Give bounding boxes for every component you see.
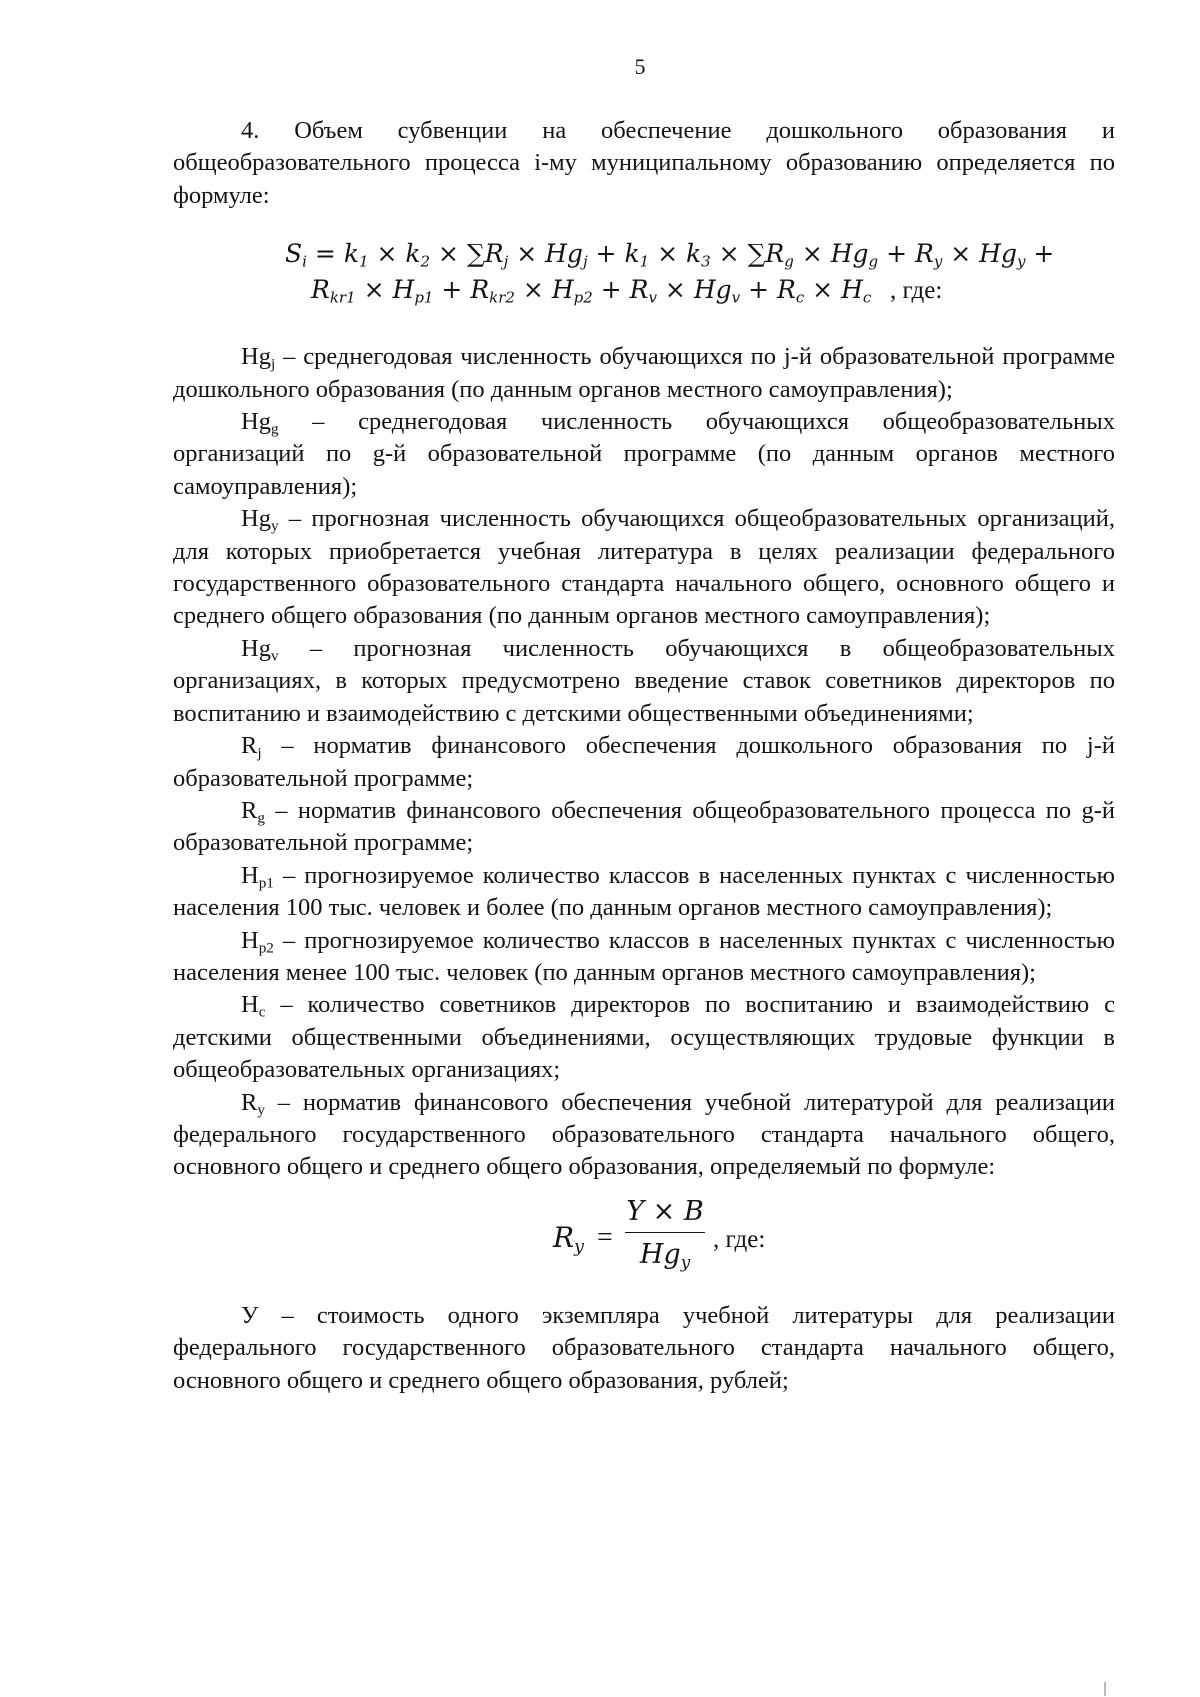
formula-main-line-1: $S_i = k_1 \times k_2 \times \sum R_j \times Hg_j + k_1 \times k_3 \times \sum R_g \times Hg_g + R_y \times Hg_y$ + [285, 239, 1055, 271]
scan-mark [1104, 1682, 1106, 1696]
definition-symbol: $Hg_y$ [241, 505, 279, 535]
formula-ry-equals: = [597, 1221, 613, 1253]
definition-symbol: У [241, 1301, 259, 1329]
formula-main-line-2: $R_{kr1} \times H_{p1} + R_{kr2} \times H_{p2} + R_v \times Hg_v + R_c \times H_c$ , где: [311, 275, 943, 307]
definition-text: – прогнозируемое количество классов в населенных пунктах с численностью населения 100 тыс. человек и более (по данным органов местного самоуправления); [173, 861, 1115, 922]
fraction-bar [625, 1232, 705, 1233]
intro-paragraph: 4. Объем субвенции на обеспечение дошкольного образования и общеобразовательного процесса i-му муниципальному образованию определяется по формуле: [173, 117, 1115, 209]
definition-text: – норматив финансового обеспечения учебной литературой для реализации федерального государственного образовательного стандарта начального общего, основного общего и среднего общего образования, определяемый по формуле: [173, 1088, 1115, 1181]
definition-item [173, 633, 1115, 730]
formula-where-label: , где: [871, 277, 943, 305]
definition-symbol: $H_{p2}$ [241, 926, 274, 957]
formula-ry-lhs: $R_y$ [553, 1220, 584, 1257]
definition-symbol: $R_j$ [241, 732, 262, 762]
definition-item [173, 860, 1115, 925]
formula-ry-denominator: $Hg_y$ [639, 1238, 691, 1272]
definition-text: – среднегодовая численность обучающихся по j-й образовательной программе дошкольного образования (по данным органов местного самоуправления); [173, 343, 1115, 403]
definition-item [173, 925, 1115, 990]
definition-text: – норматив финансового обеспечения дошкольного образования по j-й образовательной программе; [173, 732, 1115, 792]
definition-text: – количество советников директоров по воспитанию и взаимодействию с детскими общественными объединениями, осуществляющих трудовые функции в общеобразовательных организациях; [173, 991, 1115, 1084]
definition-item [173, 989, 1115, 1086]
definition-text: – стоимость одного экземпляра учебной литературы для реализации федерального государственного образовательного стандарта начального общего, основного общего и среднего общего образования, рублей; [173, 1301, 1115, 1394]
definition-symbol: $H_{p1}$ [241, 861, 274, 892]
definition-symbol: $Hg_g$ [241, 408, 279, 438]
definition-item [173, 730, 1115, 795]
definition-item [173, 341, 1115, 406]
formula-ry-fraction [625, 1194, 705, 1273]
definition-item [173, 1087, 1115, 1184]
definition-symbol: $Hg_j$ [241, 343, 276, 373]
definitions-list [173, 341, 1115, 1184]
formula-ry [553, 1194, 1115, 1282]
definition-y [173, 1300, 1115, 1397]
definition-symbol: $R_g$ [241, 796, 265, 827]
formula-ry-numerator: Y × B [626, 1195, 704, 1227]
definition-symbol: $H_c$ [241, 991, 266, 1021]
definition-text: – прогнозируемое количество классов в населенных пунктах с численностью населения менее 100 тыс. человек (по данным органов местного самоуправления); [173, 926, 1115, 986]
definition-item [173, 795, 1115, 860]
definition-item [173, 503, 1115, 633]
definition-item [173, 406, 1115, 503]
document-body [173, 115, 1115, 1397]
definition-symbol: $Hg_v$ [241, 634, 279, 665]
definition-text: – прогнозная численность обучающихся общеобразовательных организаций, для которых приобретается учебная литература в целях реализации федерального государственного образовательного стандарта начального общего, основного общего и среднего общего образования (по данным органов местного самоуправления); [173, 505, 1115, 630]
definition-text: – среднегодовая численность обучающихся общеобразовательных организаций по g-й образовательной программе (по данным органов местного самоуправления); [173, 408, 1115, 500]
page-number: 5 [634, 54, 646, 79]
definition-text: – норматив финансового обеспечения общеобразовательного процесса по g-й образовательной программе; [173, 796, 1115, 857]
definition-symbol: $R_y$ [241, 1088, 265, 1119]
formula-ry-where: , где: [713, 1225, 766, 1253]
definition-text: – прогнозная численность обучающихся в общеобразовательных организациях, в которых предусмотрено введение ставок советников директоров по воспитанию и взаимодействию с детскими общественными объединениями; [173, 634, 1115, 727]
